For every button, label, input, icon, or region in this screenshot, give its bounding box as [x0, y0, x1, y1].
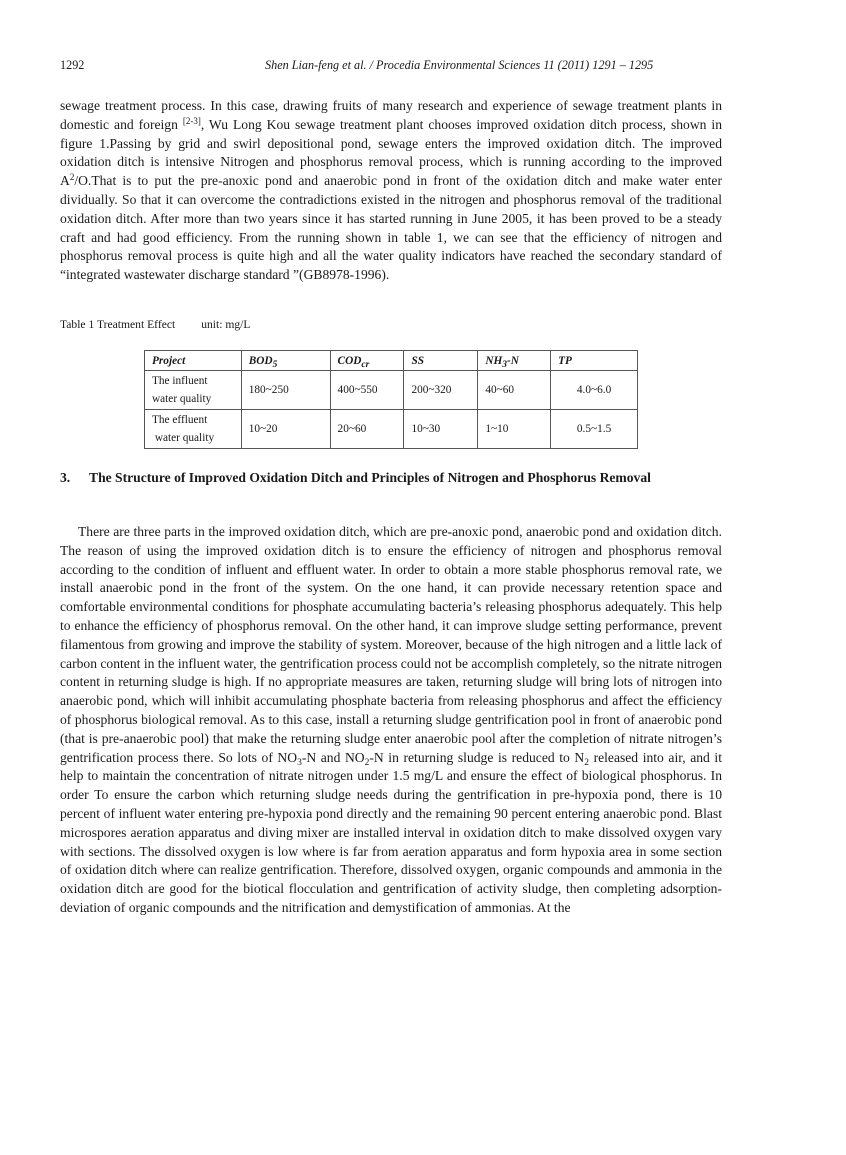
cell-nh3: 1~10 [478, 410, 551, 449]
header-ss: SS [404, 351, 478, 371]
section-title: The Structure of Improved Oxidation Ditch and Principles of Nitrogen and Phosphorus Removal [89, 470, 651, 485]
table-header-row [145, 351, 638, 371]
header-bod-text: BOD [248, 354, 273, 367]
header-nh3-suffix: -N [507, 354, 519, 367]
header-nh3-text: NH [485, 354, 503, 367]
row-label-line2: water quality [152, 393, 212, 405]
body-text-b: -N and NO [301, 749, 365, 765]
cell-bod: 180~250 [241, 371, 330, 410]
cell-ss: 200~320 [404, 371, 478, 410]
page-number: 1292 [60, 58, 85, 72]
a2o-superscript: 2 [69, 172, 75, 183]
body-paragraph [60, 523, 722, 918]
row-label-line1: The influent [152, 375, 208, 387]
row-label [145, 410, 242, 449]
table-caption-title: Table 1 Treatment Effect [60, 318, 176, 331]
intro-paragraph [60, 97, 722, 285]
treatment-effect-table [144, 350, 638, 449]
header-nh3 [478, 351, 551, 371]
header-bod [241, 351, 330, 371]
running-head: Shen Lian-feng et al. / Procedia Environmental Sciences 11 (2011) 1291 – 1295 [265, 58, 654, 72]
no2-subscript: 2 [364, 757, 370, 768]
header-cod [330, 351, 404, 371]
header-nh3-sub: 3 [502, 359, 508, 370]
header-tp: TP [551, 351, 638, 371]
cell-bod: 10~20 [241, 410, 330, 449]
body-text-c: -N in returning sludge is reduced to N [369, 749, 585, 765]
no3-subscript: 3 [297, 757, 302, 768]
intro-text-b: , Wu Long Kou sewage treatment plant chooses improved oxidation ditch process, shown in figure 1.Passing by grid and swirl depositional pond, sewage enters the improved oxidation ditch. The improved oxidation ditch is intensive Nitrogen and phosphorus removal process, which is running according to the improved A [60, 116, 723, 189]
table-row [145, 371, 638, 410]
header-cod-sub: cr [361, 359, 370, 370]
n2-subscript: 2 [584, 757, 589, 768]
table-caption-unit: unit: mg/L [201, 318, 251, 331]
cell-cod: 400~550 [330, 371, 404, 410]
cell-tp: 0.5~1.5 [551, 410, 638, 449]
section-heading [60, 468, 722, 487]
row-label [145, 371, 242, 410]
header-project: Project [145, 351, 242, 371]
table-row [145, 410, 638, 449]
body-text-d: released into air, and it help to maintain the concentration of nitrate nitrogen under 1.5 mg/L and ensure the effect of biological phosphorus. In order To ensure the carbon which returning sludge needs during the gentrification in pre-hypoxia pond, there is 10 percent of influent water entering pre-hypoxia pond directly and the remaining 90 percent entering anaerobic pond. Blast microspores aeration apparatus and diving mixer are installed interval in oxidation ditch to make dissolved oxygen vary with sections. The dissolved oxygen is low where is far from aeration apparatus and form hypoxia area in some section of oxidation ditch where can realize gentrification. Therefore, dissolved oxygen, organic compounds and ammonia in the oxidation ditch are good for the biotical flocculation and gentrification of activity sludge, then completing adsorption-deviation of organic compounds and the nitrification and demystification of ammonias. At the [60, 749, 722, 915]
row-label-line1: The effluent [152, 414, 208, 426]
cell-nh3: 40~60 [478, 371, 551, 410]
body-text-a: There are three parts in the improved oxidation ditch, which are pre-anoxic pond, anaerobic pond and oxidation ditch. The reason of using the improved oxidation ditch is to ensure the efficiency of nitrogen and phosphorus removal according to the condition of influent and effluent water. In order to obtain a more stable phosphorus removal rate, we install anaerobic pond in the front of the system. On the one hand, it can provide necessary retention space and comfortable environmental conditions for phosphate accumulating bacteria’s releasing phosphorus adequately. This help to enhance the efficiency of phosphorus removal. On the other hand, it can improve sludge setting performance, prevent filamentous from growing and improve the stability of system. Moreover, because of the high nitrogen and a little lack of carbon content in the influent water, the gentrification process could not be accomplish completely, so the nitrate nitrogen content in returning sludge is high. If no appropriate measures are taken, returning sludge will bring lots of nitrogen into anaerobic pond, which will inhibit accumulating phosphate bacteria from releasing phosphorus and affect the efficiency of phosphorus biological removal. As to this case, install a returning sludge gentrification pool in front of anaerobic pond (that is pre-anaerobic pool) that make the returning sludge enter anaerobic pool after the completion of nitrate nitrogen’s gentrification process there. So lots of NO [60, 524, 722, 765]
section-number: 3. [60, 470, 71, 485]
header-bod-sub: 5 [272, 359, 278, 370]
intro-text-a: sewage treatment process. In this case, drawing fruits of many research and experience of sewage treatment plants in domestic and foreign [60, 98, 722, 132]
cell-cod: 20~60 [330, 410, 404, 449]
cell-ss: 10~30 [404, 410, 478, 449]
intro-text-c: /O.That is to put the pre-anoxic pond and anaerobic pond in front of the oxidation ditch and make water enter dividually. So that it can overcome the contradictions existed in the nitrogen and phosphorus removal of the traditional oxidation ditch. After more than two years since it has started running in June 2005, it has been proved to be a steady craft and had good efficiency. From the running shown in table 1, we can see that the efficiency of nitrogen and phosphorus removal process is quite high and all the water quality indicators have reached the secondary standard of “integrated wastewater discharge standard ”(GB8978-1996). [60, 173, 722, 283]
table-caption [60, 318, 250, 331]
citation-superscript: [2-3] [182, 115, 201, 126]
cell-tp: 4.0~6.0 [551, 371, 638, 410]
row-label-line2: water quality [154, 432, 215, 444]
header-cod-text: COD [337, 354, 362, 367]
